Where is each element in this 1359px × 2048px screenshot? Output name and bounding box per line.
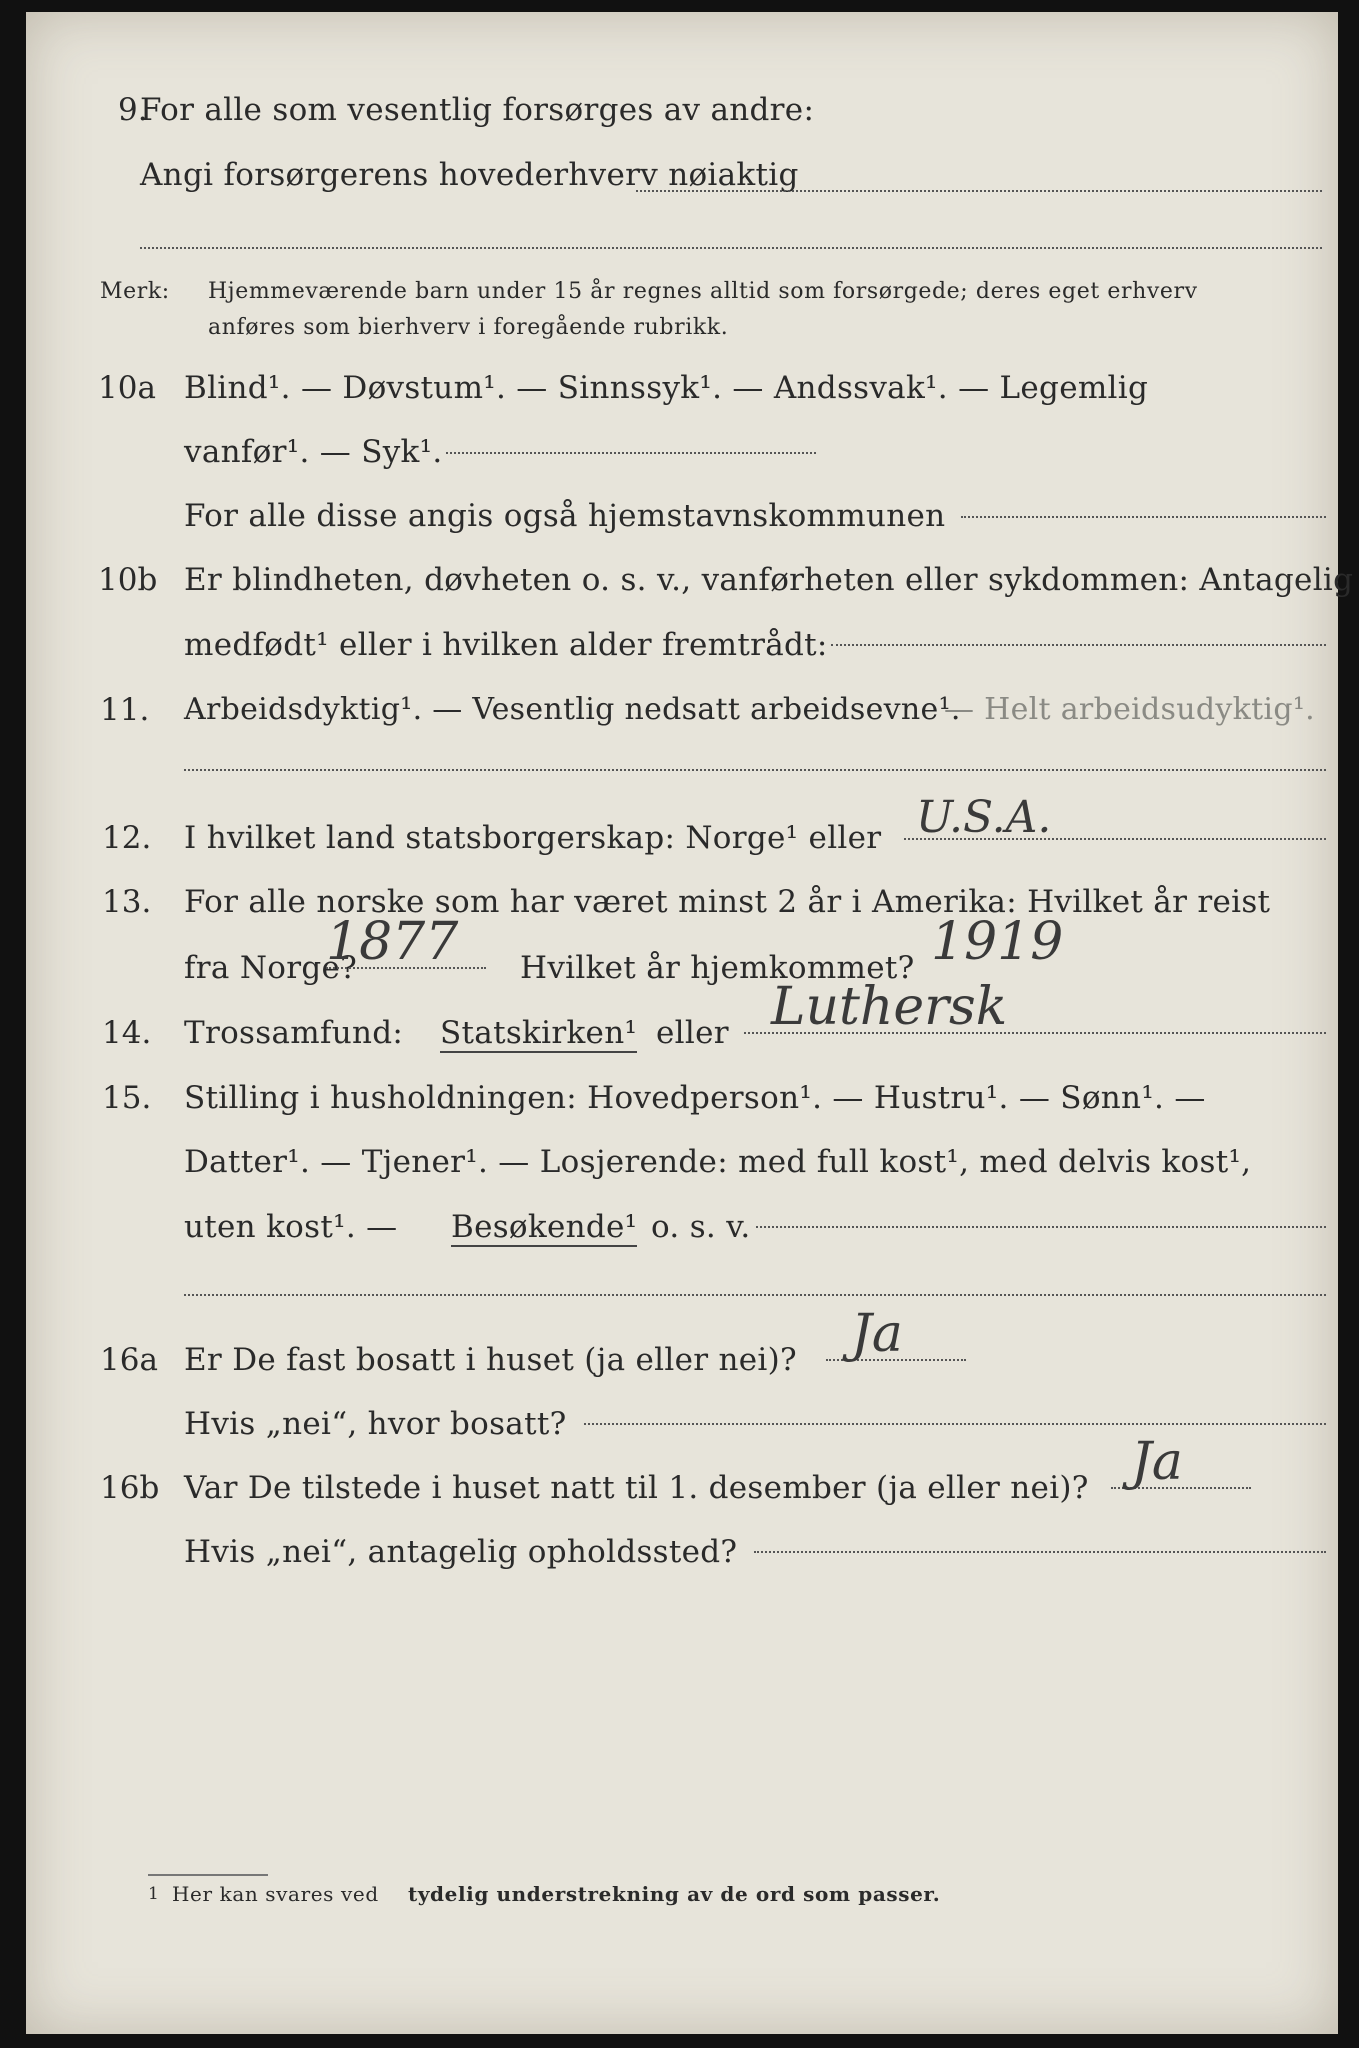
q10a-number: 10a	[98, 370, 156, 406]
q10a-line1: Blind¹. — Døvstum¹. — Sinnssyk¹. — Andssvak¹. — Legemlig	[184, 370, 1149, 406]
q16a-line1: Er De fast bosatt i huset (ja eller nei)?	[184, 1342, 797, 1378]
q15-line1: Stilling i husholdningen: Hovedperson¹. — Hustru¹. — Sønn¹. —	[184, 1080, 1206, 1116]
q15-number: 15.	[102, 1080, 152, 1116]
q14-underlined-option: Statskirken¹	[440, 1015, 638, 1051]
q16a-location-line	[584, 1423, 1326, 1425]
q15-answer-line-2	[184, 1294, 1326, 1296]
q14-eller: eller	[656, 1015, 729, 1051]
footnote-mark: 1	[148, 1884, 160, 1904]
q9-line2: Angi forsørgerens hovederhverv nøiaktig	[140, 157, 799, 193]
q10a-answer-line	[446, 452, 816, 454]
q13-answer-a-line	[326, 967, 486, 969]
q11-line1-b: — Helt arbeidsudyktig¹.	[944, 692, 1315, 727]
q13-answer-b: 1919	[931, 912, 1064, 972]
q11-answer-line	[184, 769, 1326, 771]
footnote-text-b: tydelig understrekning av de ord som passer.	[408, 1882, 941, 1906]
q9-answer-line	[636, 190, 1322, 192]
q16b-answer: Ja	[1131, 1432, 1183, 1492]
q11-number: 11.	[100, 692, 150, 728]
q9-line1: For alle som vesentlig forsørges av andre:	[140, 92, 815, 128]
q10b-answer-line	[831, 644, 1326, 646]
q12-answer: U.S.A.	[916, 792, 1052, 843]
q13-line2-b: Hvilket år hjemkommet?	[520, 950, 915, 986]
q15-line2: Datter¹. — Tjener¹. — Losjerende: med full kost¹, med delvis kost¹,	[184, 1144, 1252, 1180]
q13-answer-a: 1877	[326, 912, 459, 972]
q15-line3-a: uten kost¹. —	[184, 1209, 398, 1245]
q16b-line1: Var De tilstede i huset natt til 1. desember (ja eller nei)?	[184, 1470, 1089, 1506]
q10a-home-answer-line	[961, 516, 1326, 518]
q10a-line2: vanfør¹. — Syk¹.	[184, 434, 443, 470]
q10a-line3: For alle disse angis også hjemstavnskommunen	[184, 498, 946, 534]
q13-line2-a: fra Norge?	[184, 950, 358, 986]
q16b-number: 16b	[100, 1470, 160, 1506]
q15-underlined-option: Besøkende¹	[451, 1209, 638, 1245]
q10b-number: 10b	[98, 562, 158, 598]
q12-number: 12.	[102, 820, 152, 856]
merk-line2: anføres som bierhverv i foregående rubrikk.	[208, 315, 729, 340]
q15-answer-line	[756, 1226, 1326, 1228]
merk-line1: Hjemmeværende barn under 15 år regnes alltid som forsørgede; deres eget erhverv	[208, 279, 1198, 304]
merk-label: Merk:	[100, 279, 170, 304]
q15-line3-c: o. s. v.	[651, 1209, 751, 1245]
q9-answer-line-2	[140, 247, 1322, 249]
q16b-location-line	[754, 1551, 1326, 1553]
footnote-text-a: Her kan svares ved	[172, 1882, 379, 1906]
q16a-line2: Hvis „nei“, hvor bosatt?	[184, 1406, 567, 1442]
q14-answer: Luthersk	[771, 977, 1008, 1037]
q10b-line1: Er blindheten, døvheten o. s. v., vanførheten eller sykdommen: Antagelig	[184, 562, 1354, 598]
q16a-number: 16a	[100, 1342, 158, 1378]
q14-label: Trossamfund:	[184, 1015, 404, 1051]
q13-number: 13.	[102, 884, 152, 920]
footnote-rule	[148, 1874, 268, 1876]
q9-number: 9.	[118, 92, 148, 128]
q14-number: 14.	[102, 1015, 152, 1051]
q11-line1-a: Arbeidsdyktig¹. — Vesentlig nedsatt arbeidsevne¹.	[184, 692, 961, 727]
q12-text: I hvilket land statsborgerskap: Norge¹ eller	[184, 820, 882, 856]
census-form-page	[26, 12, 1354, 2034]
q16b-line2: Hvis „nei“, antagelig opholdssted?	[184, 1534, 738, 1570]
q10b-line2: medfødt¹ eller i hvilken alder fremtrådt:	[184, 627, 828, 663]
q13-line1: For alle norske som har været minst 2 år i Amerika: Hvilket år reist	[184, 884, 1271, 920]
q16a-answer: Ja	[851, 1304, 903, 1364]
